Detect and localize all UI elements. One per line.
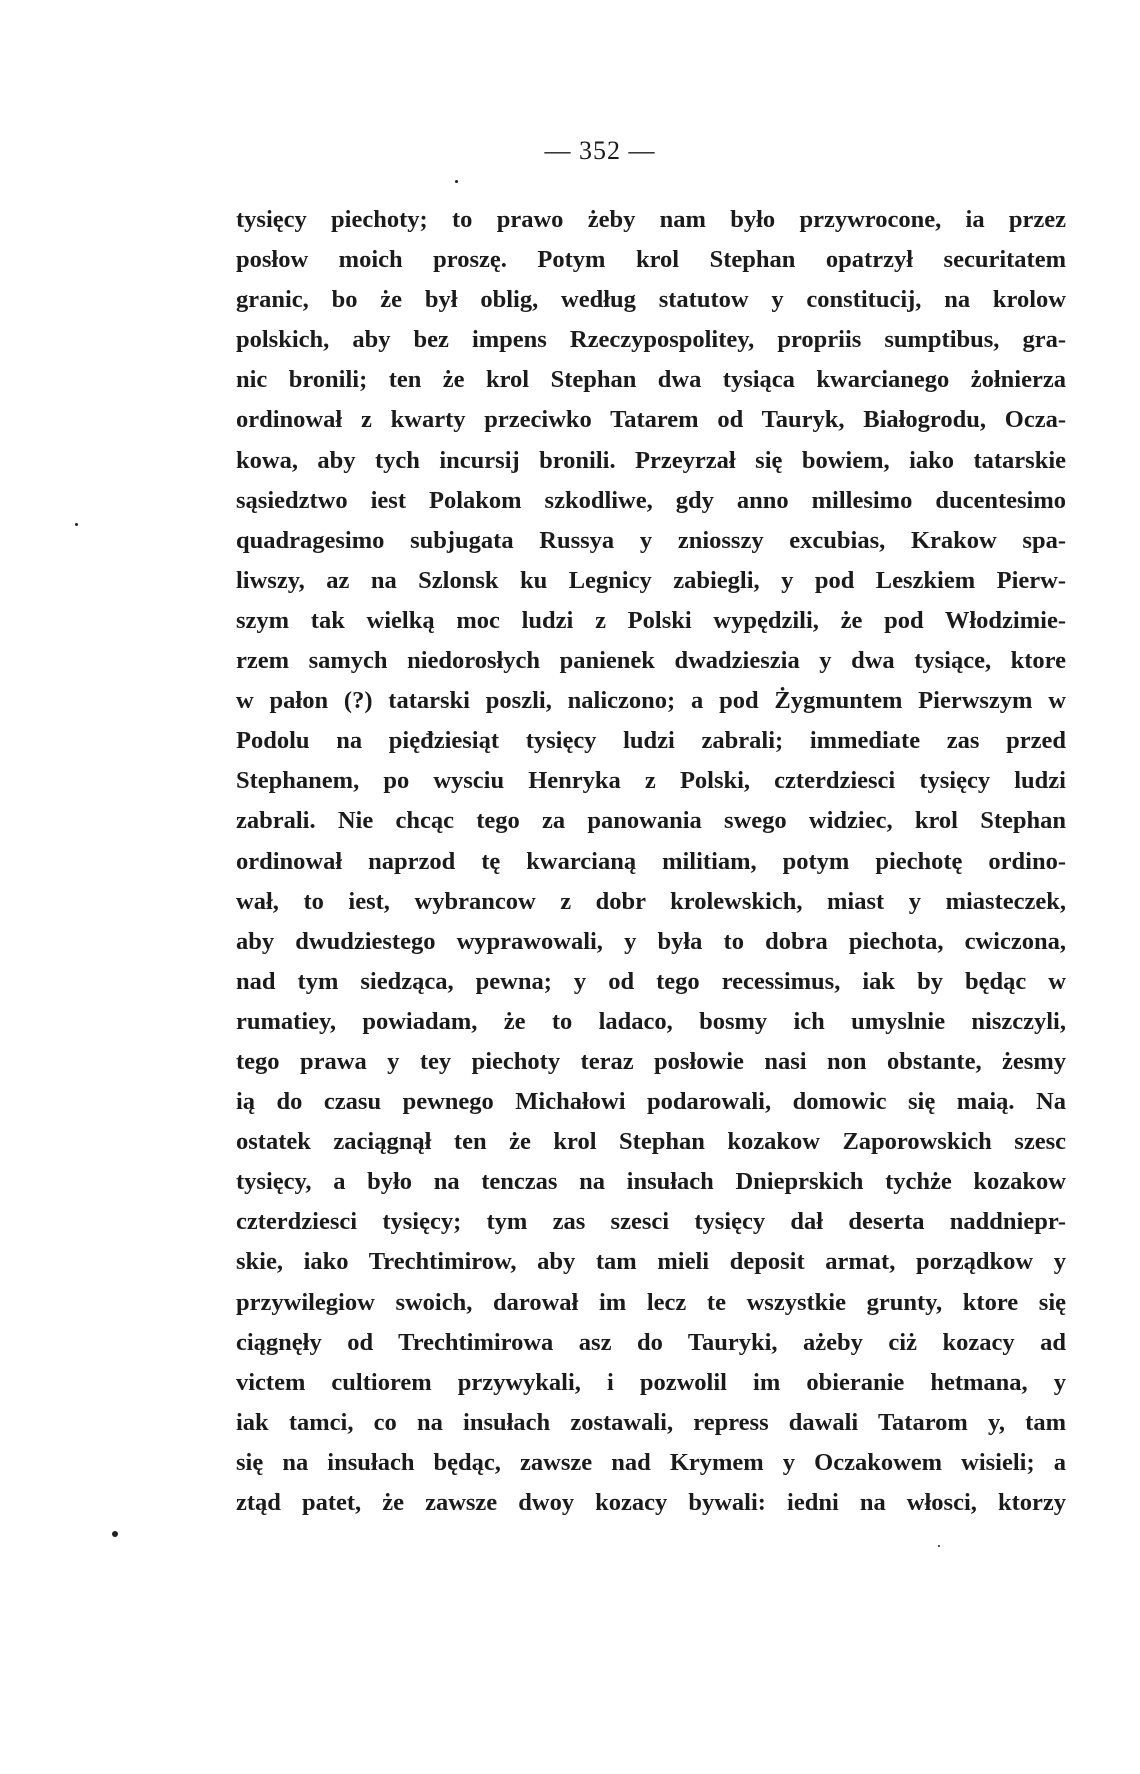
text-line: ordinował z kwarty przeciwko Tatarem od Tauryk, Białogrodu, Ocza- [236, 406, 1066, 434]
text-line: posłow moich proszę. Potym krol Stephan opatrzył securitatem [236, 246, 1066, 274]
text-line: iak tamci, co na insułach zostawali, repress dawali Tatarom y, tam [236, 1408, 1066, 1436]
text-line: szym tak wielką moc ludzi z Polski wypędzili, że pod Włodzimie- [236, 606, 1066, 634]
text-line: aby dwudziestego wyprawowali, y była to dobra piechota, cwiczona, [236, 927, 1066, 955]
text-line: zabrali. Nie chcąc tego za panowania swego widziec, krol Stephan [236, 807, 1066, 835]
text-line: tego prawa y tey piechoty teraz posłowie nasi non obstante, żesmy [236, 1047, 1066, 1075]
scan-speck [455, 180, 458, 183]
text-line: czterdziesci tysięcy; tym zas szesci tysięcy dał deserta naddniepr- [236, 1208, 1066, 1236]
text-line: ią do czasu pewnego Michałowi podarowali, domowic się maią. Na [236, 1088, 1066, 1116]
text-line: wał, to iest, wybrancow z dobr krolewskich, miast y miasteczek, [236, 887, 1066, 915]
text-line: przywilegiow swoich, darował im lecz te wszystkie grunty, ktore się [236, 1288, 1066, 1316]
text-line: ztąd patet, że zawsze dwoy kozacy bywali: iedni na włosci, ktorzy [236, 1489, 1066, 1516]
text-line: quadragesimo subjugata Russya y zniosszy excubias, Krakow spa- [236, 526, 1066, 554]
text-line: liwszy, az na Szlonsk ku Legnicy zabiegli, y pod Leszkiem Pierw- [236, 566, 1066, 594]
text-line: granic, bo że był oblig, według statutow y constitucij, na krolow [236, 286, 1066, 314]
text-line: rzem samych niedorosłych panienek dwadzieszia y dwa tysiące, ktore [236, 647, 1066, 675]
text-line: ostatek zaciągnął ten że krol Stephan kozakow Zaporowskich szesc [236, 1128, 1066, 1156]
text-line: ciągnęły od Trechtimirowa asz do Tauryki, ażeby ciż kozacy ad [236, 1328, 1066, 1356]
text-line: się na insułach będąc, zawsze nad Krymem y Oczakowem wisieli; a [236, 1448, 1066, 1476]
text-line: Podolu na pięđziesiąt tysięcy ludzi zabrali; immediate zas przed [236, 727, 1066, 755]
scan-speck [75, 523, 78, 526]
text-line: nad tym siedząca, pewna; y od tego recessimus, iak by będąc w [236, 967, 1066, 995]
scan-speck [112, 1531, 118, 1537]
text-line: sąsiedztwo iest Polakom szkodliwe, gdy anno millesimo ducentesimo [236, 486, 1066, 514]
text-line: tysięcy piechoty; to prawo żeby nam było przywrocone, ia przez [236, 206, 1066, 233]
text-line: Stephanem, po wysciu Henryka z Polski, czterdziesci tysięcy ludzi [236, 767, 1066, 795]
text-line: nic bronili; ten że krol Stephan dwa tysiąca kwarcianego żołnierza [236, 366, 1066, 394]
text-line: w pałon (?) tatarski poszli, naliczono; a pod Żygmuntem Pierwszym w [236, 687, 1066, 715]
body-text [236, 200, 1066, 1523]
scan-speck [938, 1545, 940, 1547]
text-line: rumatiey, powiadam, że to ladaco, bosmy ich umyslnie niszczyli, [236, 1007, 1066, 1035]
text-line: kowa, aby tych incursij bronili. Przeyrzał się bowiem, iako tatarskie [236, 446, 1066, 474]
text-line: polskich, aby bez impens Rzeczypospolitey, propriis sumptibus, gra- [236, 326, 1066, 354]
text-line: tysięcy, a było na tenczas na insułach Dnieprskich tychże kozakow [236, 1168, 1066, 1196]
text-line: ordinował naprzod tę kwarcianą militiam, potym piechotę ordino- [236, 847, 1066, 875]
text-line: skie, iako Trechtimirow, aby tam mieli deposit armat, porządkow y [236, 1248, 1066, 1276]
text-line: victem cultiorem przywykali, i pozwolil im obieranie hetmana, y [236, 1368, 1066, 1396]
page-number: — 352 — [544, 136, 656, 165]
